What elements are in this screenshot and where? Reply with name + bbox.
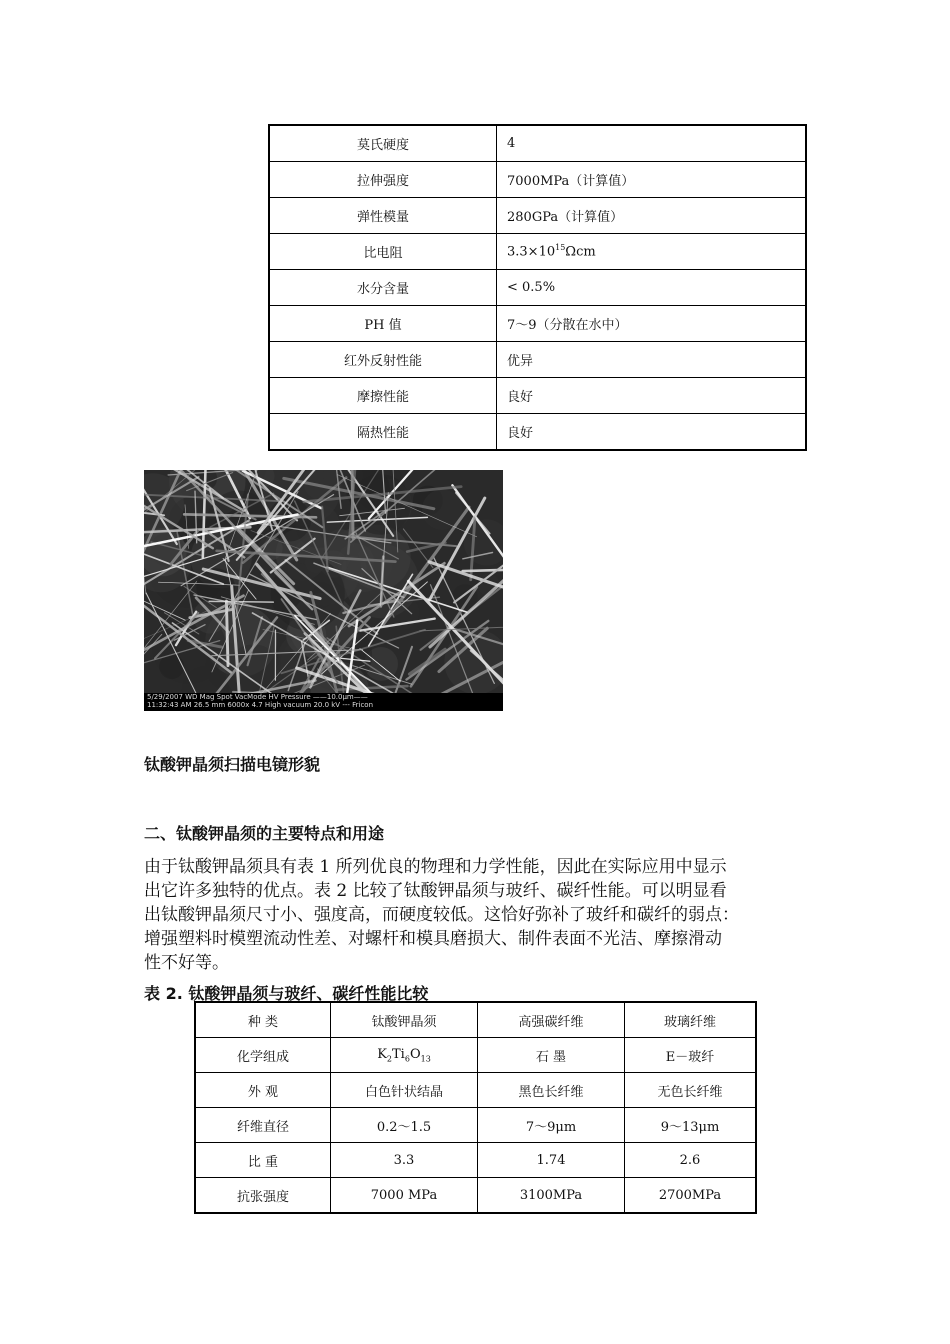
section-heading: 二、钛酸钾晶须的主要特点和用途	[144, 824, 385, 843]
paragraph-line: 出钛酸钾晶须尺寸小、强度高，而硬度较低。这恰好弥补了玻纤和碳纤的弱点：	[144, 905, 739, 925]
table-row	[269, 414, 806, 451]
sem-micrograph	[144, 470, 503, 711]
property-value: 7～9（分散在水中）	[497, 306, 807, 342]
property-value: 良好	[497, 414, 807, 451]
property-label: 莫氏硬度	[269, 125, 497, 162]
property-label: 水分含量	[269, 270, 497, 306]
table-row	[269, 306, 806, 342]
property-label: 摩擦性能	[269, 378, 497, 414]
resistivity-unit: Ωcm	[565, 244, 596, 260]
column-header: 高强碳纤维	[478, 1002, 625, 1038]
property-label: 红外反射性能	[269, 342, 497, 378]
sem-info-line: 11:32:43 AM 26.5 mm 6000x 4.7 High vacuum 20.0 kV --- Fricon	[147, 701, 374, 709]
table-row	[269, 234, 806, 270]
table-row	[195, 1143, 756, 1178]
property-label: 拉伸强度	[269, 162, 497, 198]
paragraph-line: 增强塑料时模塑流动性差、对螺杆和模具磨损大、制件表面不光洁、摩擦滑动	[144, 929, 722, 949]
table-cell: 黑色长纤维	[478, 1073, 625, 1108]
row-label: 抗张强度	[195, 1178, 331, 1214]
property-value: < 0.5%	[497, 270, 807, 306]
table-cell: 石 墨	[478, 1038, 625, 1073]
property-value: 280GPa（计算值）	[497, 198, 807, 234]
row-label: 纤维直径	[195, 1108, 331, 1143]
table-row	[269, 378, 806, 414]
whisker-fibers-graphic	[144, 470, 503, 711]
table-cell: 9～13μm	[625, 1108, 757, 1143]
table-row	[195, 1038, 756, 1073]
table-cell: 7～9μm	[478, 1108, 625, 1143]
table-row	[269, 162, 806, 198]
table-cell: 2.6	[625, 1143, 757, 1178]
table-cell: 1.74	[478, 1143, 625, 1178]
chemical-formula: $K_2Ti_6O_{13}$	[331, 1038, 478, 1073]
table-caption: 表 2. 钛酸钾晶须与玻纤、碳纤性能比较	[144, 984, 429, 1003]
paragraph-line: 由于钛酸钾晶须具有表 1 所列优良的物理和力学性能，因此在实际应用中显示	[144, 857, 727, 877]
property-value: 7000MPa（计算值）	[497, 162, 807, 198]
body-paragraph	[144, 855, 814, 975]
table-row	[269, 125, 806, 162]
property-value: 优异	[497, 342, 807, 378]
table-cell: 0.2～1.5	[331, 1108, 478, 1143]
resistivity-base: 3.3×10	[507, 244, 556, 260]
table-cell: E－玻纤	[625, 1038, 757, 1073]
column-header: 钛酸钾晶须	[331, 1002, 478, 1038]
table-row	[195, 1178, 756, 1214]
table-row	[269, 198, 806, 234]
row-label: 比 重	[195, 1143, 331, 1178]
table-cell: 3100MPa	[478, 1178, 625, 1214]
table-row	[195, 1108, 756, 1143]
comparison-table	[194, 1001, 757, 1214]
paragraph-line: 出它许多独特的优点。表 2 比较了钛酸钾晶须与玻纤、碳纤性能。可以明显看	[144, 881, 727, 901]
property-label: 弹性模量	[269, 198, 497, 234]
table-row	[269, 270, 806, 306]
table-row	[195, 1073, 756, 1108]
property-value: 4	[497, 125, 807, 162]
column-header: 玻璃纤维	[625, 1002, 757, 1038]
paragraph-line: 性不好等。	[144, 953, 229, 973]
table-cell: 7000 MPa	[331, 1178, 478, 1214]
image-caption: 钛酸钾晶须扫描电镜形貌	[144, 755, 321, 774]
table-cell: 无色长纤维	[625, 1073, 757, 1108]
table-row	[269, 342, 806, 378]
properties-table	[268, 124, 807, 451]
row-label: 化学组成	[195, 1038, 331, 1073]
table-cell: 3.3	[331, 1143, 478, 1178]
table-cell: 白色针状结晶	[331, 1073, 478, 1108]
resistivity-exponent: 15	[555, 243, 566, 253]
sem-info-bar	[144, 693, 503, 711]
property-label: 隔热性能	[269, 414, 497, 451]
sem-info-line: 5/29/2007 WD Mag Spot VacMode HV Pressure ——10.0μm——	[147, 693, 368, 701]
column-header: 种 类	[195, 1002, 331, 1038]
table-header-row	[195, 1002, 756, 1038]
property-value	[497, 234, 807, 270]
property-label: PH 值	[269, 306, 497, 342]
property-value: 良好	[497, 378, 807, 414]
row-label: 外 观	[195, 1073, 331, 1108]
property-label: 比电阻	[269, 234, 497, 270]
table-cell: 2700MPa	[625, 1178, 757, 1214]
